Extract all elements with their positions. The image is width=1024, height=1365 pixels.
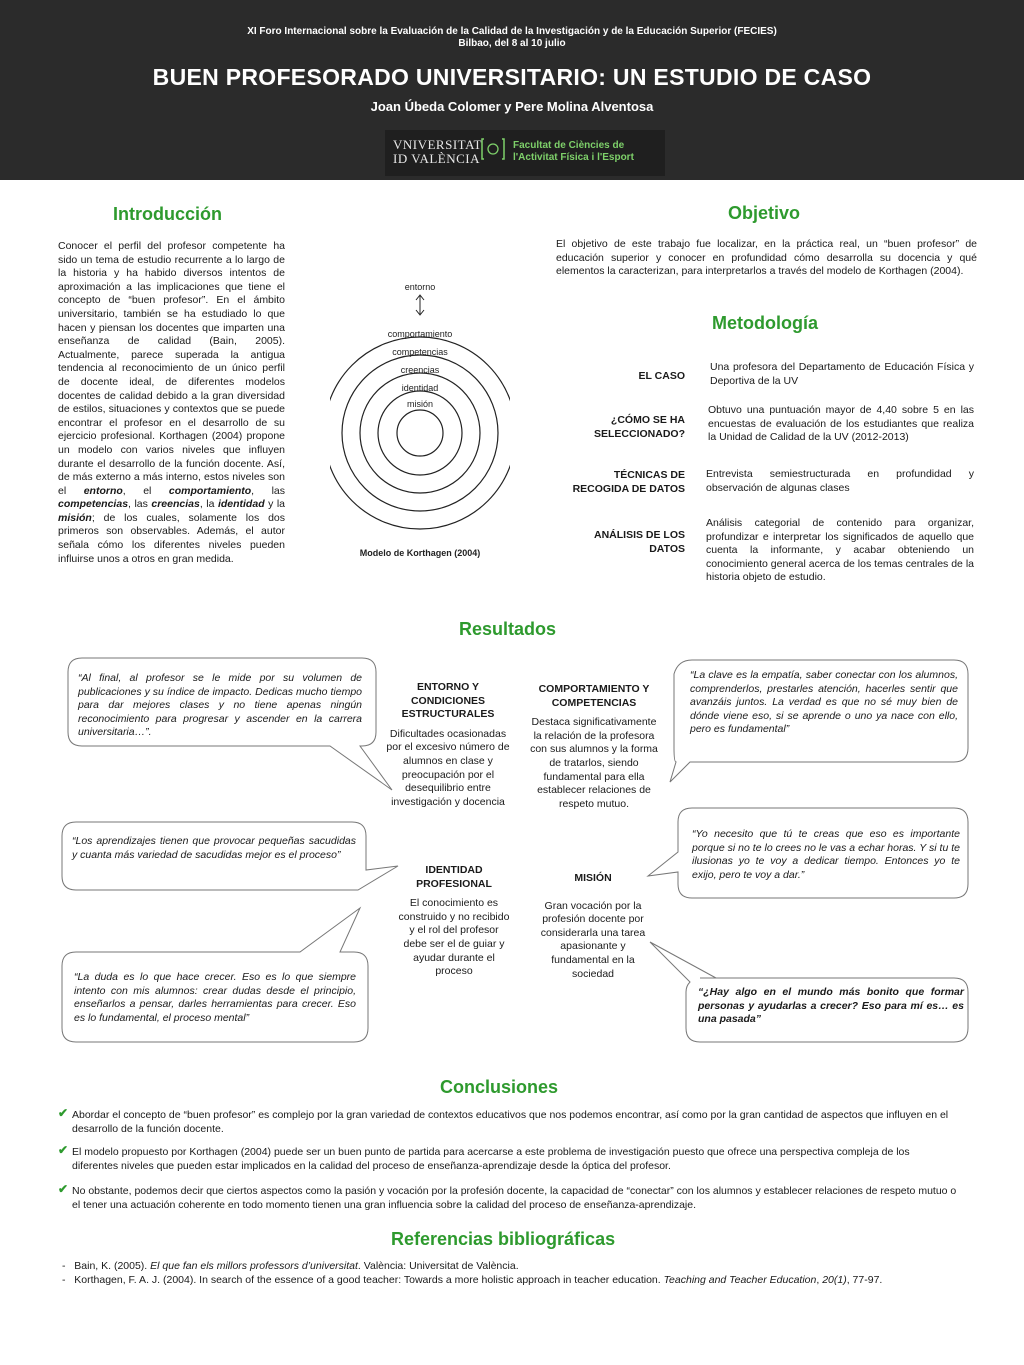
level-competencias: competencias [58, 498, 129, 511]
level-entorno: entorno [83, 484, 123, 497]
method-label-tecnicas: TÉCNICAS DE RECOGIDA DE DATOS [572, 469, 685, 495]
korthagen-model-diagram [330, 278, 510, 568]
uv-logo [393, 138, 482, 166]
result-entorno [384, 681, 512, 809]
objective-text: El objetivo de este trabajo fue localizar, en la práctica real, un “buen profesor” de educación superior y conocer en profundidad cómo desarrolla su docencia y qué elementos la caracterizan, para interpretarlos a través del modelo de Korthagen (2004). [556, 238, 977, 278]
result-comportamiento-text: Destaca significativamente la relación de la profesora con sus alumnos y la forma de tratarlos, siendo fundamental para ella establecer relaciones de respeto mutuo. [530, 716, 658, 810]
poster-title: BUEN PROFESORADO UNIVERSITARIO: UN ESTUDIO DE CASO [152, 64, 872, 90]
poster-header [0, 0, 1024, 180]
method-text-analisis: Análisis categorial de contenido para organizar, profundizar e interpretar los significados de aquello que cuenta la informante, y acabar obteniendo un conocimiento general acerca de los temas centrales de la historia objeto de estudio. [706, 517, 974, 584]
onion-model-svg [330, 278, 510, 568]
level-comportamiento: comportamiento [168, 484, 252, 497]
conclusion-item-1 [58, 1108, 958, 1136]
intro-sep: , las [251, 484, 285, 497]
conference-info [0, 26, 1024, 50]
conclusion-text: Abordar el concepto de “buen profesor” es complejo por la gran variedad de contextos educativos que nos podemos encontrar, así como por la gran cantidad de aspectos que influyen en el desarrollo de la función docente. [72, 1109, 949, 1135]
ring-mision [397, 410, 443, 456]
method-text-seleccion: Obtuvo una puntuación mayor de 4,40 sobre 5 en las encuestas de evaluación de los estudiantes que realiza la Unidad de Calidad de la UV (2012-2013) [708, 404, 974, 444]
ring-label: competencias [392, 347, 448, 357]
ref-bullet: - [62, 1274, 66, 1286]
level-identidad: identidad [217, 498, 265, 511]
intro-text [58, 240, 285, 566]
result-identidad [398, 864, 510, 979]
intro-body: Conocer el perfil del profesor competente ha sido un tema de estudio recurrente a lo largo de la historia y ha habido diversos intentos de aproximación a las implicaciones que tiene el concepto de “buen profesor”. En el ámbito universitario, también se ha estudiado lo que hacen y piensan los docentes que imparten una enseñanza de calidad (Bain, 2005). Actualmente, parece superada la antigua tendencia al reconocimiento de un único perfil de docente ideal, de diferentes modelos docentes de calidad debido a la gran diversidad de estilos, situaciones y contextos que se puede encontrar el profesor en el desarrollo de su ejercicio profesional. Korthagen (2004) propone un modelo con varios niveles que influyen durante el desarrollo de la función docente. Así, de más externo a más interno, estos niveles son el [58, 240, 285, 497]
intro-body-end: ; de los cuales, solamente los dos primeros son observables. Además, el autor señala cómo los diferentes niveles pueden influirse unos a otros en gran medida. [58, 511, 285, 565]
ref-text: , [816, 1274, 820, 1286]
institution-logos [385, 130, 665, 176]
method-label-caso: EL CASO [638, 370, 685, 382]
conclusions-heading: Conclusiones [440, 1077, 559, 1097]
quote-right-1: “La clave es la empatía, saber conectar con los alumnos, comprenderlos, prestarles atención, hacerles sentir que avanzáis juntos. La verdad es que no sé muy bien de dónde viene eso, si se aprende o uno ya nace con ello, pero es fundamental” [690, 669, 958, 735]
quote-left-2: “Los aprendizajes tienen que provocar pequeñas sacudidas y cuanta más variedad de sacudidas mejor es el proceso” [72, 835, 356, 861]
method-text-tecnicas: Entrevista semiestructurada en profundidad y observación de algunas clases [706, 468, 974, 494]
level-mision: misión [58, 511, 92, 524]
intro-sep: , las [128, 498, 148, 511]
conference-line-2: Bilbao, del 8 al 10 julio [458, 38, 566, 49]
ring-label: creencias [400, 365, 440, 375]
level-creencias: creencias [151, 498, 200, 511]
ref-journal: Teaching and Teacher Education [663, 1274, 817, 1286]
result-mision-text: Gran vocación por la profesión docente por considerarla una tarea apasionante y fundamental en la sociedad [540, 899, 646, 980]
ref-volume: 20(1) [822, 1274, 847, 1286]
conclusion-item-3 [58, 1184, 958, 1212]
outer-label: entorno [404, 282, 436, 292]
double-arrow-icon [416, 295, 424, 315]
quote-left-3: “La duda es lo que hace crecer. Eso es lo que siempre intento con mis alumnos: crear dudas desde el principio, enseñarlos a pensar, darles herramientas para crecer. Eso es lo fundamental, el proceso mental” [74, 971, 356, 1024]
ring-competencias [342, 355, 498, 511]
result-comportamiento [528, 683, 660, 811]
faculty-emblem-icon [480, 136, 506, 162]
faculty-line-1: Facultat de Ciències de [513, 140, 625, 151]
ring-label: identidad [401, 383, 439, 393]
result-identidad-text: El conocimiento es construido y no recibido y el rol del profesor debe ser el de guiar y ayudar durante el proceso [398, 897, 510, 978]
method-label-analisis: ANÁLISIS DE LOS DATOS [593, 529, 685, 555]
diagram-caption: Modelo de Korthagen (2004) [359, 548, 481, 558]
methodology-heading: Metodología [712, 313, 818, 333]
results-heading: Resultados [459, 619, 557, 639]
ref-text: . València: Universitat de València. [357, 1260, 519, 1272]
intro-sep: y la [268, 498, 286, 511]
check-icon: ✔ [58, 1182, 69, 1196]
result-identidad-title: IDENTIDAD PROFESIONAL [416, 864, 492, 890]
method-label-seleccion: ¿CÓMO SE HA SELECCIONADO? [593, 414, 685, 440]
result-mision [534, 872, 652, 981]
faculty-line-2: l'Activitat Física i l'Esport [513, 152, 634, 163]
conference-line-1: XI Foro Internacional sobre la Evaluación de la Calidad de la Investigación y de la Educación Superior (FECIES) [247, 26, 777, 37]
ref-text: , 77-97. [846, 1274, 883, 1286]
ring-label: misión [406, 399, 434, 409]
quote-right-2: “Yo necesito que tú te creas que eso es importante porque si no te lo crees no le vas a echar horas. Y si tu te ilusionas yo te voy a dedicar tiempo. Entonces yo te exijo, pero te voy a dar.” [692, 828, 960, 881]
result-entorno-title: ENTORNO Y CONDICIONES ESTRUCTURALES [401, 681, 495, 721]
conclusion-text: No obstante, podemos decir que ciertos aspectos como la pasión y vocación por la profesión docente, la capacidad de “conectar” con los alumnos y establecer relaciones de respeto mutuo o el tener una actuación coherente en todo momento tienen una gran influencia sobre la calidad del proceso de enseñanza-aprendizaje. [72, 1185, 957, 1211]
check-icon: ✔ [58, 1106, 69, 1120]
uv-logo-line-1: VNIVERSITAT [393, 137, 482, 152]
ref-text: Bain, K. (2005). [74, 1260, 148, 1272]
ref-text: Korthagen, F. A. J. (2004). In search of the essence of a good teacher: Towards a more holistic approach in teacher education. [74, 1274, 661, 1286]
ring-label: comportamiento [387, 329, 453, 339]
conclusion-text: El modelo propuesto por Korthagen (2004) puede ser un buen punto de partida para acercarse a este problema de investigación puesto que ofrece una perspectiva compleja de los diferentes niveles que pueden estar implicados en la calidad del proceso de enseñanza-aprendizaje desde la óptica del profesor. [72, 1146, 910, 1172]
result-comportamiento-title: COMPORTAMIENTO Y COMPETENCIAS [538, 683, 650, 709]
method-text-caso: Una profesora del Departamento de Educación Física y Deportiva de la UV [710, 361, 974, 387]
uv-logo-line-2: ID VALÈNCIA [393, 151, 480, 166]
conclusion-item-2 [58, 1145, 958, 1173]
check-icon: ✔ [58, 1143, 69, 1157]
intro-sep: , la [199, 498, 215, 511]
faculty-logo-text [513, 140, 634, 164]
quote-right-3: “¿Hay algo en el mundo más bonito que formar personas y ayudarlas a crecer? Eso para mí es… es una pasada” [698, 986, 964, 1025]
reference-2 [62, 1273, 982, 1287]
quote-left-1: “Al final, al profesor se le mide por su volumen de publicaciones y su índice de impacto. Dedicas mucho tiempo para dar mejores clases y no tiene apenas ningún reconocimiento para progresar y ascender en la carrera universitaria…”. [78, 672, 362, 738]
ref-title: El que fan els millors professors d’universitat [150, 1260, 358, 1272]
references-heading: Referencias bibliográficas [391, 1229, 616, 1249]
objective-heading: Objetivo [728, 203, 801, 223]
result-entorno-text: Dificultades ocasionadas por el excesivo número de alumnos en clase y preocupación por el desequilibrio entre investigación y docencia [386, 727, 510, 808]
intro-sep: , el [122, 484, 152, 497]
intro-heading: Introducción [113, 204, 222, 224]
reference-1 [62, 1259, 982, 1273]
result-mision-title: MISIÓN [574, 872, 612, 884]
ref-bullet: - [62, 1260, 66, 1272]
poster-authors: Joan Úbeda Colomer y Pere Molina Alventosa [370, 99, 654, 114]
